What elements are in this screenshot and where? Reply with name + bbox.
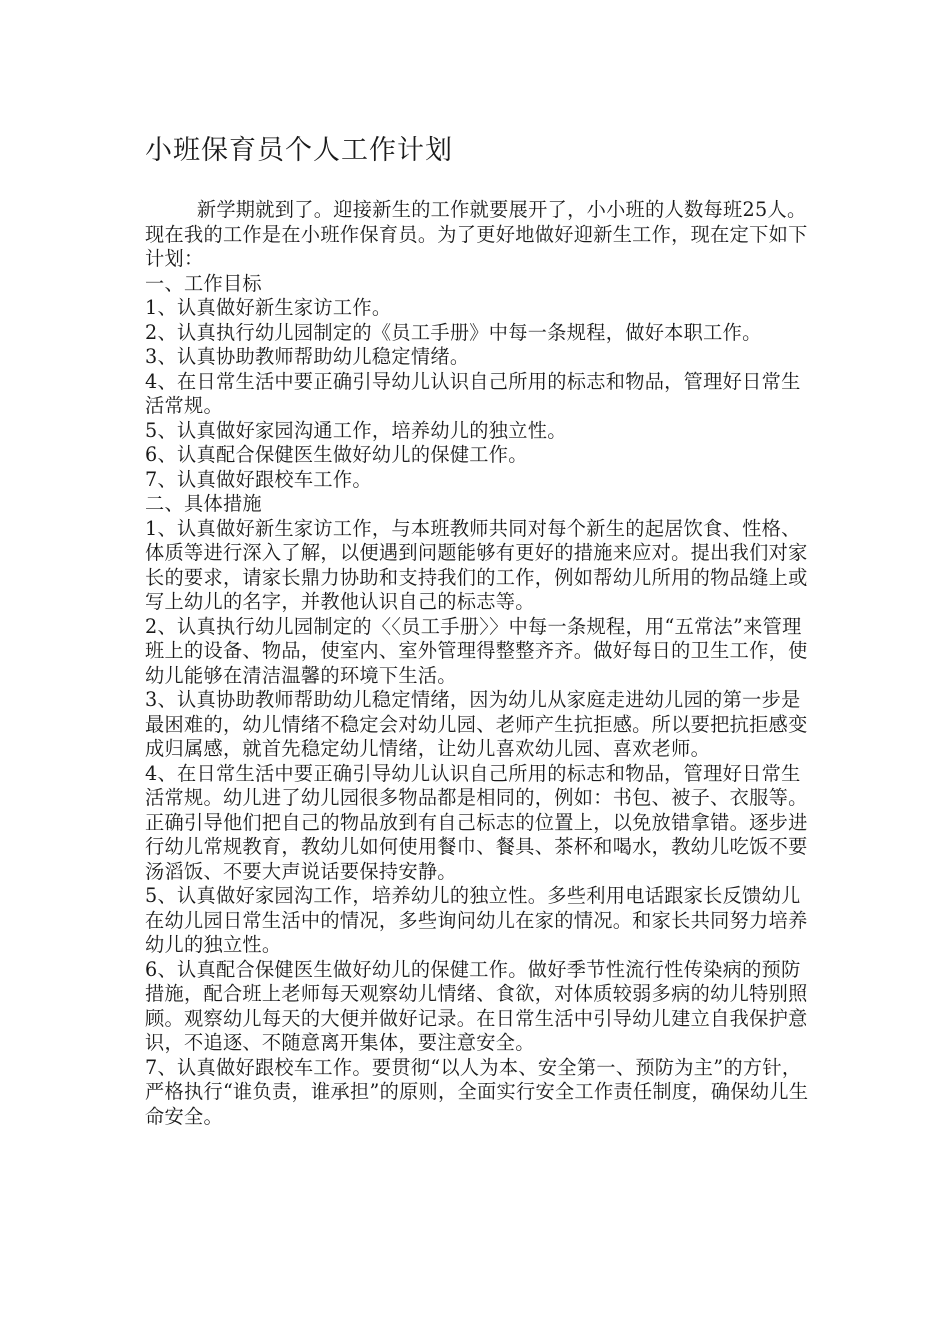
measure-item: 1、认真做好新生家访工作，与本班教师共同对每个新生的起居饮食、性格、体质等进行深入了解，以便遇到问题能够有更好的措施来应对。提出我们对家长的要求，请家长鼎力协助和支持我们的工作，例如帮幼儿所用的物品缝上或写上幼儿的名字，并教他认识自己的标志等。 <box>145 516 808 613</box>
measure-item: 4、在日常生活中要正确引导幼儿认识自己所用的标志和物品，管理好日常生活常规。幼儿进了幼儿园很多物品都是相同的，例如：书包、被子、衣服等。正确引导他们把自己的物品放到有自己标志的位置上，以免放错拿错。逐步进行幼儿常规教育，教幼儿如何使用餐巾、餐具、茶杯和喝水，教幼儿吃饭不要汤滔饭、不要大声说话要保持安静。 <box>145 761 808 883</box>
section-heading: 二、具体措施 <box>145 492 262 515</box>
goal-item: 7、认真做好跟校车工作。 <box>145 467 372 491</box>
measure-item: 5、认真做好家园沟工作，培养幼儿的独立性。多些利用电话跟家长反馈幼儿在幼儿园日常生活中的情况，多些询问幼儿在家的情况。和家长共同努力培养幼儿的独立性。 <box>145 884 808 956</box>
document-title: 小班保育员个人工作计划 <box>145 135 453 166</box>
document-body <box>145 198 817 1129</box>
goal-item: 4、在日常生活中要正确引导幼儿认识自己所用的标志和物品，管理好日常生活常规。 <box>145 369 801 417</box>
goal-item: 1、认真做好新生家访工作。 <box>145 296 392 319</box>
goal-item: 3、认真协助教师帮助幼儿稳定情绪。 <box>145 345 470 368</box>
measure-item: 6、认真配合保健医生做好幼儿的保健工作。做好季节性流行性传染病的预防措施，配合班上老师每天观察幼儿情绪、食欲，对体质较弱多病的幼儿特别照顾。观察幼儿每天的大便并做好记录。在日常生活中引导幼儿建立自我保护意识，不追逐、不随意离开集体，要注意安全。 <box>145 957 808 1054</box>
goal-item: 2、认真执行幼儿园制定的《员工手册》中每一条规程，做好本职工作。 <box>145 320 762 344</box>
measure-item: 2、认真执行幼儿园制定的〈〈员工手册〉〉中每一条规程，用“五常法”来管理班上的设备、物品，使室内、室外管理得整整齐齐。做好每日的卫生工作，使幼儿能够在清洁温馨的环境下生活。 <box>145 614 808 687</box>
goal-item: 5、认真做好家园沟通工作，培养幼儿的独立性。 <box>145 418 567 442</box>
intro-paragraph: 新学期就到了。迎接新生的工作就要展开了，小小班的人数每班25人。现在我的工作是在小班作保育员。为了更好地做好迎新生工作，现在定下如下计划： <box>145 198 808 270</box>
section-heading: 一、工作目标 <box>145 271 262 295</box>
goal-item: 6、认真配合保健医生做好幼儿的保健工作。 <box>145 443 528 466</box>
document-page <box>145 132 817 1129</box>
measure-item: 3、认真协助教师帮助幼儿稳定情绪，因为幼儿从家庭走进幼儿园的第一步是最困难的，幼儿情绪不稳定会对幼儿园、老师产生抗拒感。所以要把抗拒感变成归属感，就首先稳定幼儿情绪，让幼儿喜欢幼儿园、喜欢老师。 <box>145 688 808 760</box>
measure-item: 7、认真做好跟校车工作。要贯彻“以人为本、安全第一、预防为主”的方针，严格执行“谁负责，谁承担”的原则，全面实行安全工作责任制度，确保幼儿生命安全。 <box>145 1055 809 1128</box>
